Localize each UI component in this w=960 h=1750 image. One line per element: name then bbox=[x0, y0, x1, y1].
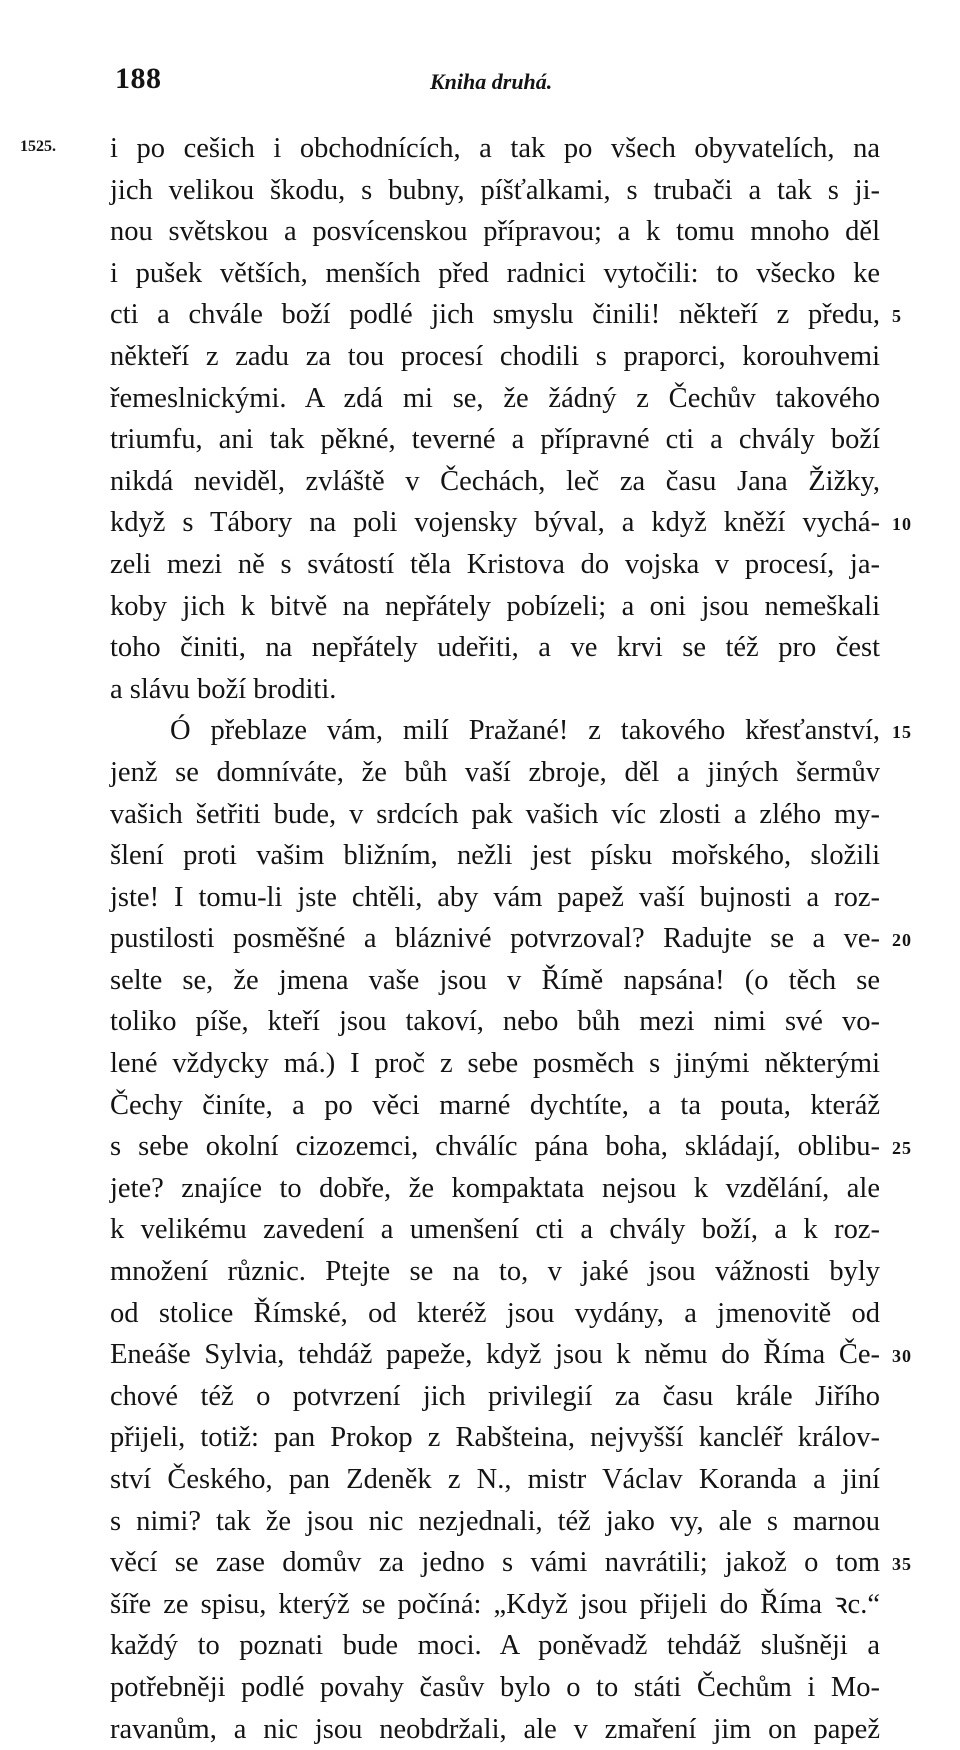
text-line bbox=[110, 1459, 880, 1501]
text-line bbox=[110, 336, 880, 378]
text-line bbox=[110, 1209, 880, 1251]
text-line bbox=[110, 794, 880, 836]
body-text bbox=[110, 128, 912, 1750]
text-line-content: koby jich k bitvě na nepřátely pobízeli; a oni jsou nemeškali bbox=[110, 590, 880, 622]
text-line-content: ravanům, a nic jsou neobdržali, ale v zmaření jim on papež bbox=[110, 1713, 880, 1745]
text-line-content: a slávu boží broditi. bbox=[110, 673, 337, 705]
text-line bbox=[110, 710, 912, 752]
text-line bbox=[110, 1085, 880, 1127]
text-line-content: s nimi? tak že jsou nic nezjednali, též jako vy, ale s marnou bbox=[110, 1505, 880, 1537]
line-number: 25 bbox=[892, 1138, 912, 1159]
text-line-content: Eneáše Sylvia, tehdáž papeže, když jsou k němu do Říma Če- bbox=[110, 1339, 880, 1371]
line-number: 35 bbox=[892, 1554, 912, 1575]
text-line bbox=[110, 669, 880, 711]
text-line-content: šlení proti vašim bližním, nežli jest písku mořského, složili bbox=[110, 840, 880, 872]
text-line bbox=[110, 1542, 912, 1584]
text-line-content: jenž se domníváte, že bůh vaší zbroje, děl a jiných šermův bbox=[110, 756, 880, 788]
page-number: 188 bbox=[115, 62, 162, 95]
text-line bbox=[110, 835, 880, 877]
text-line bbox=[110, 1043, 880, 1085]
text-line bbox=[110, 128, 880, 170]
text-line-content: řemeslnickými. A zdá mi se, že žádný z Čechův takového bbox=[110, 382, 880, 414]
text-line-content: přijeli, totiž: pan Prokop z Rabšteina, nejvyšší kancléř králov- bbox=[110, 1422, 880, 1454]
text-line bbox=[110, 960, 880, 1002]
text-line-content: zeli mezi ně s svátostí těla Kristova do vojska v procesí, ja- bbox=[110, 548, 880, 580]
text-line-content: toho činiti, na nepřátely udeřiti, a ve krvi se též pro čest bbox=[110, 632, 880, 664]
text-line bbox=[110, 627, 880, 669]
text-line bbox=[110, 1251, 880, 1293]
running-title: Kniha druhá. bbox=[430, 69, 553, 94]
text-line bbox=[110, 1625, 880, 1667]
page-header bbox=[0, 62, 960, 102]
text-line bbox=[110, 1334, 912, 1376]
text-line bbox=[110, 918, 912, 960]
text-line-content: triumfu, ani tak pěkné, teverné a přípravné cti a chvály boží bbox=[110, 424, 880, 456]
text-line bbox=[110, 1501, 880, 1543]
text-line-content: s sebe okolní cizozemci, chválíc pána boha, skládají, oblibu- bbox=[110, 1131, 880, 1163]
line-number: 20 bbox=[892, 930, 912, 951]
text-line bbox=[110, 1126, 912, 1168]
text-line bbox=[110, 211, 880, 253]
text-line-content: vašich šetřiti bude, v srdcích pak vašich víc zlosti a zlého my- bbox=[110, 798, 880, 830]
text-line-content: k velikému zavedení a umenšení cti a chvály boží, a k roz- bbox=[110, 1214, 880, 1246]
text-line bbox=[110, 1667, 880, 1709]
text-line-content: jich velikou škodu, s bubny, píšťalkami, s trubači a tak s ji- bbox=[110, 174, 880, 206]
text-line bbox=[110, 544, 880, 586]
text-line-content: šíře ze spisu, kterýž se počíná: „Když jsou přijeli do Říma ꝛc.“ bbox=[110, 1588, 880, 1620]
text-line-content: toliko píše, kteří jsou takoví, nebo bůh mezi nimi své vo- bbox=[110, 1006, 880, 1038]
text-line bbox=[110, 752, 880, 794]
text-line-content: Ó přeblaze vám, milí Pražané! z takového křesťanství, bbox=[170, 715, 880, 747]
text-line bbox=[110, 1584, 880, 1626]
text-line-content: pustilosti posměšné a bláznivé potvrzoval? Radujte se a ve- bbox=[110, 923, 880, 955]
text-line bbox=[110, 419, 880, 461]
text-line-content: věcí se zase domův za jedno s vámi navrátili; jakož o tom bbox=[110, 1547, 880, 1579]
text-line bbox=[110, 1376, 880, 1418]
text-line-content: od stolice Římské, od kteréž jsou vydány, a jmenovitě od bbox=[110, 1297, 880, 1329]
text-line bbox=[110, 253, 880, 295]
text-line bbox=[110, 502, 912, 544]
text-line bbox=[110, 586, 880, 628]
text-line-content: potřebněji podlé povahy časův bylo o to státi Čechům i Mo- bbox=[110, 1671, 880, 1703]
text-line-content: chové též o potvrzení jich privilegií za času krále Jiřího bbox=[110, 1380, 880, 1412]
line-number: 10 bbox=[892, 514, 912, 535]
text-line bbox=[110, 1001, 880, 1043]
text-line bbox=[110, 1709, 880, 1750]
text-line bbox=[110, 1417, 880, 1459]
line-number: 5 bbox=[892, 306, 902, 327]
text-line-content: nou světskou a posvícenskou přípravou; a k tomu mnoho děl bbox=[110, 216, 880, 248]
text-line-content: někteří z zadu za tou procesí chodili s praporci, korouhvemi bbox=[110, 340, 880, 372]
text-line-content: lené vždycky má.) I proč z sebe posměch s jinými některými bbox=[110, 1048, 880, 1080]
text-line-content: jete? znajíce to dobře, že kompaktata nejsou k vzdělání, ale bbox=[110, 1172, 880, 1204]
text-line-content: každý to poznati bude moci. A poněvadž tehdáž slušněji a bbox=[110, 1630, 880, 1662]
text-line bbox=[110, 170, 880, 212]
text-line-content: selte se, že jmena vaše jsou v Římě napsána! (o těch se bbox=[110, 964, 880, 996]
text-line-content: jste! I tomu-li jste chtěli, aby vám papež vaší bujnosti a roz- bbox=[110, 881, 880, 913]
text-line bbox=[110, 378, 880, 420]
text-line-content: množení různic. Ptejte se na to, v jaké jsou vážnosti byly bbox=[110, 1256, 880, 1288]
text-line bbox=[110, 877, 880, 919]
text-line bbox=[110, 294, 902, 336]
text-line-content: nikdá neviděl, zvláště v Čechách, leč za času Jana Žižky, bbox=[110, 465, 880, 497]
text-line bbox=[110, 461, 880, 503]
line-number: 15 bbox=[892, 722, 912, 743]
text-line bbox=[110, 1168, 880, 1210]
text-line-content: i po cešich i obchodnících, a tak po všech obyvatelích, na bbox=[110, 133, 880, 164]
line-number: 30 bbox=[892, 1346, 912, 1367]
text-line-content: když s Tábory na poli vojensky býval, a když kněží vychá- bbox=[110, 507, 880, 539]
text-line-content: ství Českého, pan Zdeněk z N., mistr Václav Koranda a jiní bbox=[110, 1464, 880, 1495]
text-line bbox=[110, 1293, 880, 1335]
margin-year-note: 1525. bbox=[20, 138, 56, 155]
text-line-content: i pušek větších, menších před radnici vytočili: to všecko ke bbox=[110, 257, 880, 289]
text-line-content: cti a chvále boží podlé jich smyslu činili! někteří z předu, bbox=[110, 299, 880, 331]
text-line-content: Čechy činíte, a po věci marné dychtíte, a ta pouta, kteráž bbox=[110, 1089, 880, 1121]
